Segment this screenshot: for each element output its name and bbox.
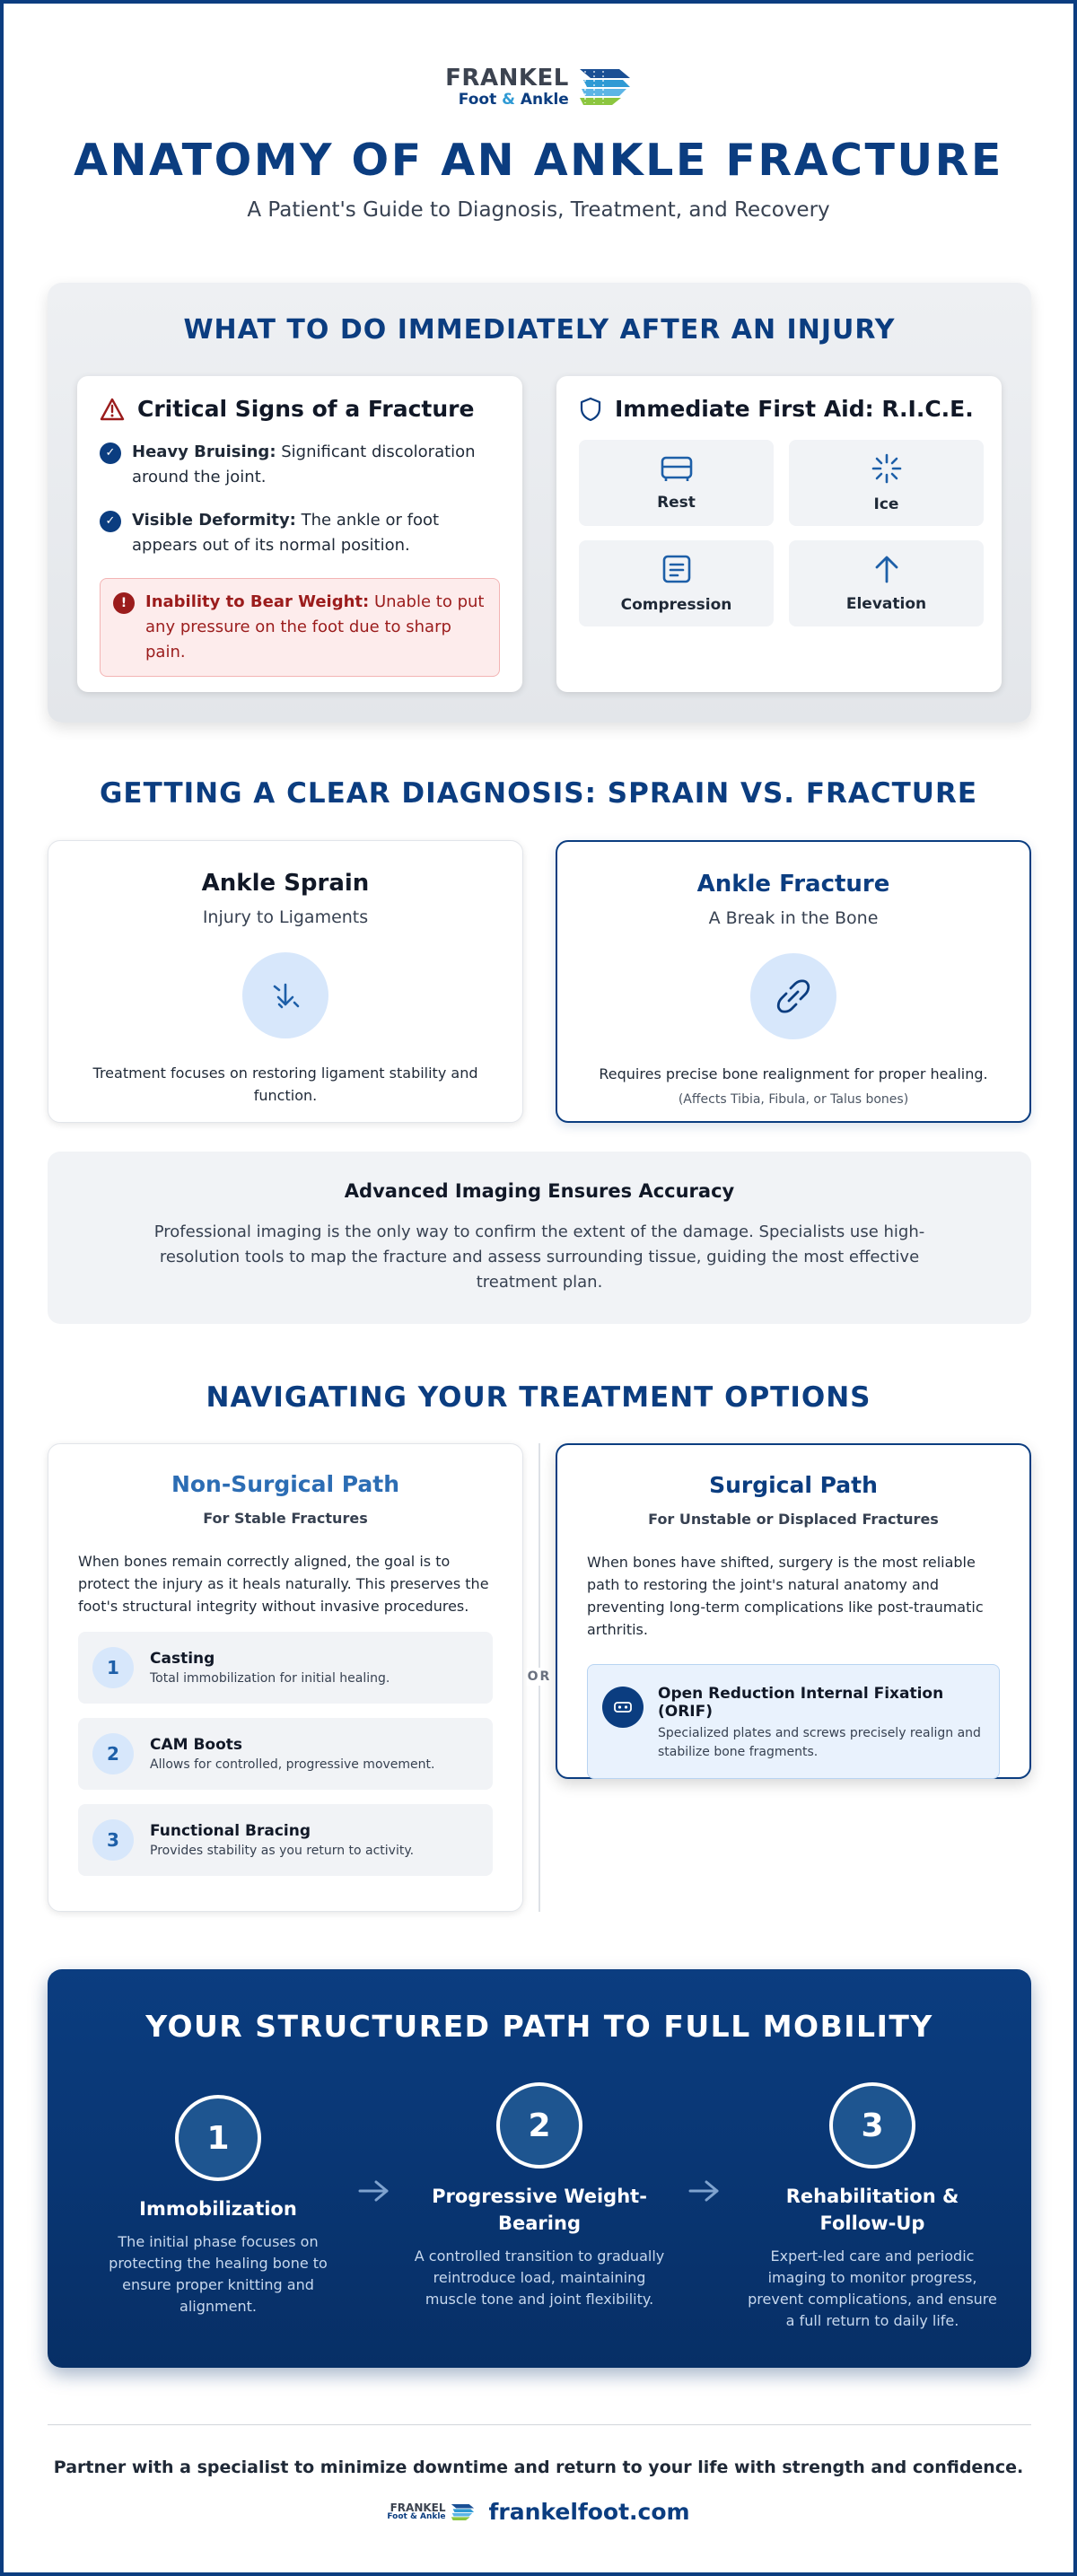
alert-icon: ! <box>113 592 135 614</box>
bed-icon <box>660 454 694 483</box>
surgical-description: When bones have shifted, surgery is the most reliable path to restoring the joint's natural anatomy and preventing long-term complications like post-traumatic arthritis. <box>587 1554 984 1638</box>
imaging-title: Advanced Imaging Ensures Accuracy <box>344 1180 735 1202</box>
non-surgical-title: Non-Surgical Path <box>171 1471 400 1497</box>
surgical-subtitle: For Unstable or Displaced Fractures <box>648 1511 939 1528</box>
fracture-signs-card <box>77 376 522 692</box>
footer-tagline: Partner with a specialist to minimize downtime and return to your life with strength and confidence. <box>53 2458 1024 2477</box>
website-link[interactable]: frankelfoot.com <box>488 2499 690 2525</box>
step-number: 1 <box>175 2095 261 2181</box>
sign-item-deformity: ✓ Visible Deformity: The ankle or foot appears out of its normal position. <box>100 508 500 558</box>
immediate-action-section <box>48 283 1031 723</box>
orif-title: Open Reduction Internal Fixation (ORIF) <box>658 1685 944 1721</box>
check-icon: ✓ <box>100 511 121 532</box>
sprain-description: Treatment focuses on restoring ligament stability and function. <box>92 1065 478 1104</box>
arrow-right-icon <box>687 2177 722 2204</box>
sprain-subtitle: Injury to Ligaments <box>202 907 369 927</box>
sprain-title: Ankle Sprain <box>201 870 370 897</box>
non-surgical-card <box>48 1443 523 1912</box>
warning-triangle-icon <box>100 398 125 421</box>
rice-tile-compression <box>579 540 774 626</box>
arrow-up-icon <box>872 554 901 584</box>
rice-label: Rest <box>657 494 696 512</box>
option-title: Functional Bracing <box>150 1822 311 1840</box>
step-title: Rehabilitation & Follow-Up <box>785 2186 959 2234</box>
option-functional-bracing <box>78 1804 493 1876</box>
step-weight-bearing <box>414 2082 665 2310</box>
sign-alert-weight-bearing: ! Inability to Bear Weight: Unable to put any pressure on the foot due to sharp pain. <box>100 578 500 677</box>
option-number: 2 <box>92 1733 134 1774</box>
ligament-strain-icon <box>267 977 303 1013</box>
option-casting <box>78 1632 493 1704</box>
footer-brand <box>4 2499 1073 2525</box>
rice-label: Ice <box>873 495 899 513</box>
footer-divider <box>48 2424 1031 2425</box>
brand-mark-icon <box>450 2503 475 2521</box>
option-description: Allows for controlled, progressive movement. <box>150 1757 435 1772</box>
option-number: 3 <box>92 1819 134 1861</box>
plate-screw-icon <box>613 1700 633 1714</box>
non-surgical-subtitle: For Stable Fractures <box>203 1510 368 1527</box>
page-title: ANATOMY OF AN ANKLE FRACTURE <box>74 135 1003 186</box>
step-description: A controlled transition to gradually reintroduce load, maintaining muscle tone and joint flexibility. <box>414 2247 665 2308</box>
rice-label: Compression <box>620 596 732 614</box>
step-description: The initial phase focuses on protecting the healing bone to ensure proper knitting and alignment. <box>109 2233 328 2315</box>
surgical-card <box>556 1443 1031 1779</box>
page-subtitle: A Patient's Guide to Diagnosis, Treatment, and Recovery <box>247 198 830 222</box>
step-immobilization <box>92 2095 344 2318</box>
brand-mark-icon <box>576 67 632 107</box>
fracture-description: Requires precise bone realignment for proper healing. <box>599 1065 988 1082</box>
option-description: Provides stability as you return to activity. <box>150 1844 415 1858</box>
brand-logo <box>4 66 1073 108</box>
option-cam-boots <box>78 1718 493 1790</box>
arrow-right-icon <box>356 2177 392 2204</box>
sprain-card <box>48 840 523 1123</box>
rice-tile-elevation <box>789 540 984 626</box>
step-rehabilitation <box>747 2082 998 2332</box>
mobility-section-title: YOUR STRUCTURED PATH TO FULL MOBILITY <box>145 2009 933 2044</box>
option-description: Total immobilization for initial healing. <box>150 1671 390 1686</box>
first-aid-card <box>556 376 1002 692</box>
step-number: 3 <box>829 2082 915 2169</box>
diagnosis-section-title: GETTING A CLEAR DIAGNOSIS: SPRAIN VS. FRACTURE <box>99 777 978 810</box>
rice-label: Elevation <box>845 595 927 613</box>
rice-tile-ice <box>789 440 984 526</box>
mobility-section <box>48 1969 1031 2368</box>
option-number: 1 <box>92 1647 134 1688</box>
imaging-panel <box>48 1152 1031 1324</box>
non-surgical-description: When bones remain correctly aligned, the goal is to protect the injury as it heals naturally. This preserves the foot's structural integrity without invasive procedures. <box>78 1553 489 1615</box>
fracture-subtitle: A Break in the Bone <box>708 908 879 928</box>
brand-subname: Foot & Ankle <box>458 91 569 109</box>
orif-description: Specialized plates and screws precisely realign and stabilize bone fragments. <box>658 1726 981 1759</box>
first-aid-heading: Immediate First Aid: R.I.C.E. <box>615 396 974 422</box>
snowflake-icon <box>871 452 903 485</box>
step-title: Progressive Weight-Bearing <box>432 2186 647 2234</box>
or-label: OR <box>527 1669 552 1684</box>
check-icon: ✓ <box>100 442 121 464</box>
shield-icon <box>579 397 602 422</box>
step-number: 2 <box>496 2082 582 2169</box>
bandage-icon <box>661 553 693 585</box>
immediate-section-title: WHAT TO DO IMMEDIATELY AFTER AN INJURY <box>183 314 896 346</box>
broken-link-icon <box>775 977 812 1015</box>
rice-tile-rest <box>579 440 774 526</box>
brand-name: FRANKEL <box>445 65 569 92</box>
step-title: Immobilization <box>139 2198 297 2220</box>
orif-box <box>587 1664 1000 1779</box>
fracture-signs-heading: Critical Signs of a Fracture <box>137 396 475 422</box>
option-title: Casting <box>150 1650 215 1668</box>
step-description: Expert-led care and periodic imaging to monitor progress, prevent complications, and ensure a full return to daily life. <box>748 2247 997 2329</box>
fracture-card <box>556 840 1031 1123</box>
imaging-text: Professional imaging is the only way to confirm the extent of the damage. Specialists use high-resolution tools to map the fracture and assess surrounding tissue, guiding the most effective treatment plan. <box>153 1222 925 1292</box>
treatment-section-title: NAVIGATING YOUR TREATMENT OPTIONS <box>206 1381 871 1414</box>
fracture-title: Ankle Fracture <box>696 871 890 898</box>
footer-logo: FRANKEL Foot & Ankle <box>387 2502 474 2521</box>
sign-item-bruising: ✓ Heavy Bruising: Significant discoloration around the joint. <box>100 440 500 490</box>
surgical-title: Surgical Path <box>709 1472 878 1498</box>
fracture-note: (Affects Tibia, Fibula, or Talus bones) <box>678 1092 909 1107</box>
option-title: CAM Boots <box>150 1736 243 1754</box>
